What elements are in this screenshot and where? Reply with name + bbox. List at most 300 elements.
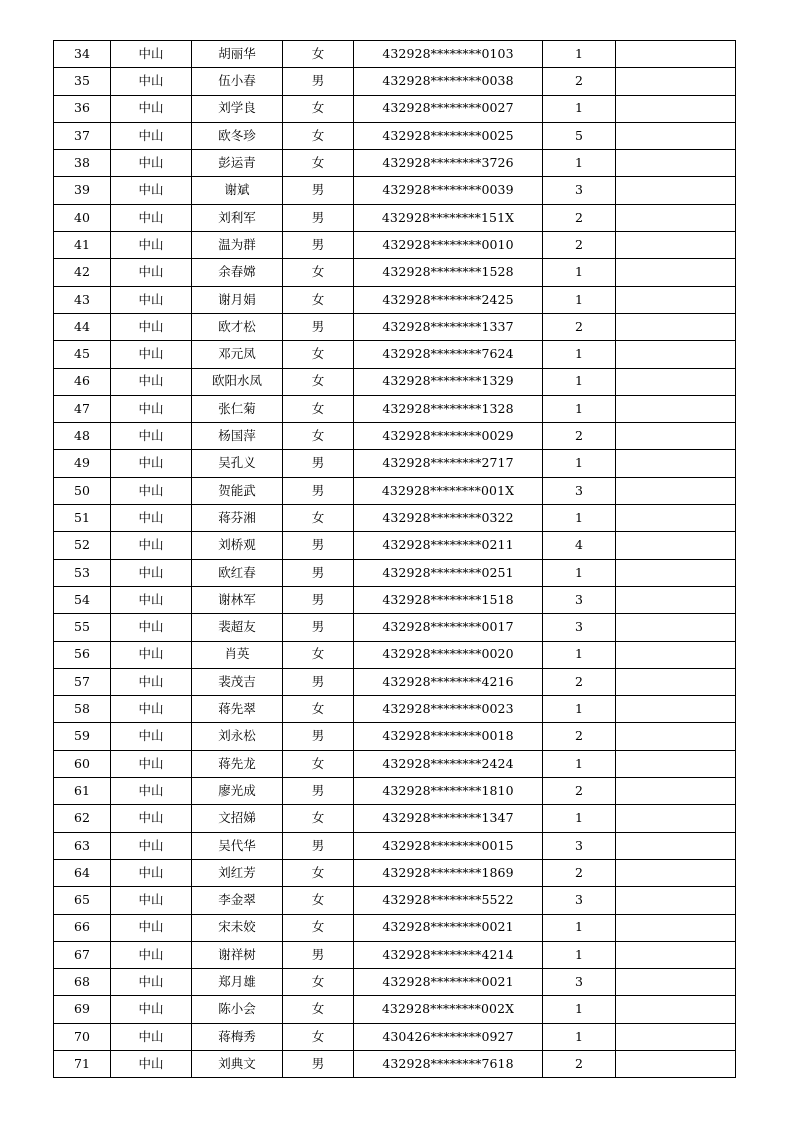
count-cell: 2 [543,778,616,805]
table-row [54,887,736,914]
row-number-cell: 56 [54,641,111,668]
note-cell [616,723,736,750]
note-cell [616,969,736,996]
sex-cell: 女 [283,368,354,395]
row-number-cell: 69 [54,996,111,1023]
sex-cell: 女 [283,341,354,368]
row-number-cell: 67 [54,941,111,968]
id-number-cell: 432928********0021 [354,914,543,941]
id-number-cell: 432928********5522 [354,887,543,914]
count-cell: 3 [543,832,616,859]
id-number-cell: 432928********2425 [354,286,543,313]
town-cell: 中山 [111,477,192,504]
town-cell: 中山 [111,204,192,231]
sex-cell: 女 [283,122,354,149]
town-cell: 中山 [111,641,192,668]
id-number-cell: 432928********1518 [354,586,543,613]
id-number-cell: 432928********7618 [354,1050,543,1077]
note-cell [616,586,736,613]
table-row [54,914,736,941]
table-row [54,614,736,641]
count-cell: 2 [543,204,616,231]
person-name-cell: 蒋先龙 [192,750,283,777]
sex-cell: 女 [283,859,354,886]
sex-cell: 女 [283,750,354,777]
count-cell: 1 [543,559,616,586]
count-cell: 1 [543,95,616,122]
note-cell [616,122,736,149]
note-cell [616,696,736,723]
sex-cell: 男 [283,232,354,259]
id-number-cell: 432928********0039 [354,177,543,204]
town-cell: 中山 [111,750,192,777]
town-cell: 中山 [111,859,192,886]
sex-cell: 男 [283,614,354,641]
count-cell: 1 [543,341,616,368]
row-number-cell: 36 [54,95,111,122]
town-cell: 中山 [111,505,192,532]
table-row [54,750,736,777]
row-number-cell: 58 [54,696,111,723]
town-cell: 中山 [111,68,192,95]
table-row [54,477,736,504]
sex-cell: 女 [283,41,354,68]
sex-cell: 女 [283,505,354,532]
table-row [54,532,736,559]
table-row [54,859,736,886]
count-cell: 2 [543,723,616,750]
sex-cell: 男 [283,177,354,204]
count-cell: 3 [543,969,616,996]
table-row [54,805,736,832]
person-name-cell: 谢斌 [192,177,283,204]
town-cell: 中山 [111,778,192,805]
id-number-cell: 432928********1347 [354,805,543,832]
id-number-cell: 432928********2717 [354,450,543,477]
person-name-cell: 温为群 [192,232,283,259]
note-cell [616,914,736,941]
row-number-cell: 60 [54,750,111,777]
note-cell [616,559,736,586]
row-number-cell: 61 [54,778,111,805]
sex-cell: 男 [283,559,354,586]
person-name-cell: 吴代华 [192,832,283,859]
person-name-cell: 郑月雄 [192,969,283,996]
sex-cell: 女 [283,969,354,996]
row-number-cell: 42 [54,259,111,286]
table-row [54,423,736,450]
town-cell: 中山 [111,368,192,395]
person-name-cell: 刘红芳 [192,859,283,886]
table-row [54,395,736,422]
note-cell [616,505,736,532]
town-cell: 中山 [111,259,192,286]
note-cell [616,887,736,914]
person-name-cell: 陈小会 [192,996,283,1023]
row-number-cell: 41 [54,232,111,259]
id-number-cell: 432928********002X [354,996,543,1023]
town-cell: 中山 [111,313,192,340]
town-cell: 中山 [111,232,192,259]
person-name-cell: 蒋先翠 [192,696,283,723]
row-number-cell: 34 [54,41,111,68]
town-cell: 中山 [111,341,192,368]
town-cell: 中山 [111,41,192,68]
sex-cell: 女 [283,259,354,286]
person-name-cell: 张仁菊 [192,395,283,422]
town-cell: 中山 [111,177,192,204]
note-cell [616,941,736,968]
sex-cell: 女 [283,395,354,422]
sex-cell: 男 [283,204,354,231]
note-cell [616,1023,736,1050]
row-number-cell: 39 [54,177,111,204]
note-cell [616,805,736,832]
table-row [54,832,736,859]
person-name-cell: 谢祥树 [192,941,283,968]
town-cell: 中山 [111,941,192,968]
sex-cell: 男 [283,477,354,504]
sex-cell: 女 [283,914,354,941]
person-name-cell: 刘典文 [192,1050,283,1077]
note-cell [616,532,736,559]
sex-cell: 女 [283,95,354,122]
note-cell [616,232,736,259]
row-number-cell: 64 [54,859,111,886]
id-number-cell: 432928********1337 [354,313,543,340]
id-number-cell: 432928********0027 [354,95,543,122]
town-cell: 中山 [111,887,192,914]
table-row [54,1050,736,1077]
town-cell: 中山 [111,1050,192,1077]
table-row [54,341,736,368]
sex-cell: 男 [283,313,354,340]
id-number-cell: 432928********0029 [354,423,543,450]
table-row [54,996,736,1023]
count-cell: 1 [543,696,616,723]
note-cell [616,204,736,231]
note-cell [616,41,736,68]
row-number-cell: 63 [54,832,111,859]
id-number-cell: 432928********0322 [354,505,543,532]
count-cell: 2 [543,313,616,340]
count-cell: 1 [543,368,616,395]
note-cell [616,177,736,204]
note-cell [616,614,736,641]
town-cell: 中山 [111,286,192,313]
row-number-cell: 59 [54,723,111,750]
sex-cell: 男 [283,778,354,805]
count-cell: 1 [543,505,616,532]
row-number-cell: 52 [54,532,111,559]
id-number-cell: 432928********0023 [354,696,543,723]
person-name-cell: 胡丽华 [192,41,283,68]
town-cell: 中山 [111,395,192,422]
person-name-cell: 裴超友 [192,614,283,641]
count-cell: 2 [543,1050,616,1077]
person-name-cell: 邓元凤 [192,341,283,368]
person-name-cell: 余春嫦 [192,259,283,286]
row-number-cell: 51 [54,505,111,532]
row-number-cell: 54 [54,586,111,613]
table-row [54,150,736,177]
id-number-cell: 432928********0018 [354,723,543,750]
person-name-cell: 蒋梅秀 [192,1023,283,1050]
count-cell: 1 [543,259,616,286]
row-number-cell: 53 [54,559,111,586]
person-name-cell: 彭运青 [192,150,283,177]
person-name-cell: 谢月娟 [192,286,283,313]
town-cell: 中山 [111,450,192,477]
person-name-cell: 伍小春 [192,68,283,95]
row-number-cell: 44 [54,313,111,340]
id-number-cell: 432928********3726 [354,150,543,177]
count-cell: 3 [543,614,616,641]
person-name-cell: 贺能武 [192,477,283,504]
table-row [54,696,736,723]
sex-cell: 女 [283,286,354,313]
count-cell: 1 [543,286,616,313]
sex-cell: 女 [283,641,354,668]
count-cell: 1 [543,450,616,477]
id-number-cell: 430426********0927 [354,1023,543,1050]
town-cell: 中山 [111,696,192,723]
table-row [54,778,736,805]
count-cell: 3 [543,477,616,504]
row-number-cell: 47 [54,395,111,422]
person-name-cell: 蒋芬湘 [192,505,283,532]
count-cell: 1 [543,750,616,777]
note-cell [616,423,736,450]
note-cell [616,150,736,177]
town-cell: 中山 [111,423,192,450]
row-number-cell: 50 [54,477,111,504]
table-row [54,204,736,231]
sex-cell: 女 [283,805,354,832]
person-name-cell: 欧冬珍 [192,122,283,149]
sex-cell: 男 [283,723,354,750]
person-name-cell: 李金翠 [192,887,283,914]
table-row [54,505,736,532]
sex-cell: 男 [283,1050,354,1077]
sex-cell: 女 [283,996,354,1023]
count-cell: 4 [543,532,616,559]
id-number-cell: 432928********4214 [354,941,543,968]
id-number-cell: 432928********1869 [354,859,543,886]
table-row [54,641,736,668]
row-number-cell: 43 [54,286,111,313]
id-number-cell: 432928********0251 [354,559,543,586]
id-number-cell: 432928********0017 [354,614,543,641]
count-cell: 1 [543,941,616,968]
id-number-cell: 432928********1810 [354,778,543,805]
table-row [54,450,736,477]
sex-cell: 女 [283,887,354,914]
table-row [54,41,736,68]
id-number-cell: 432928********0010 [354,232,543,259]
sex-cell: 女 [283,150,354,177]
table-row [54,95,736,122]
id-number-cell: 432928********2424 [354,750,543,777]
person-name-cell: 吴孔义 [192,450,283,477]
id-number-cell: 432928********1329 [354,368,543,395]
note-cell [616,750,736,777]
count-cell: 1 [543,996,616,1023]
note-cell [616,832,736,859]
town-cell: 中山 [111,559,192,586]
count-cell: 1 [543,805,616,832]
count-cell: 2 [543,232,616,259]
town-cell: 中山 [111,723,192,750]
row-number-cell: 62 [54,805,111,832]
count-cell: 1 [543,914,616,941]
count-cell: 2 [543,68,616,95]
count-cell: 2 [543,859,616,886]
row-number-cell: 46 [54,368,111,395]
note-cell [616,996,736,1023]
note-cell [616,1050,736,1077]
table-row [54,313,736,340]
table-row [54,122,736,149]
id-number-cell: 432928********0020 [354,641,543,668]
town-cell: 中山 [111,996,192,1023]
row-number-cell: 40 [54,204,111,231]
sex-cell: 男 [283,532,354,559]
note-cell [616,259,736,286]
note-cell [616,68,736,95]
note-cell [616,286,736,313]
table-row [54,941,736,968]
row-number-cell: 48 [54,423,111,450]
town-cell: 中山 [111,614,192,641]
table-row [54,368,736,395]
person-name-cell: 刘利军 [192,204,283,231]
note-cell [616,395,736,422]
note-cell [616,641,736,668]
row-number-cell: 71 [54,1050,111,1077]
count-cell: 2 [543,423,616,450]
sex-cell: 男 [283,68,354,95]
table-row [54,232,736,259]
person-name-cell: 宋未姣 [192,914,283,941]
roster-table [53,40,736,1078]
row-number-cell: 57 [54,668,111,695]
id-number-cell: 432928********7624 [354,341,543,368]
count-cell: 1 [543,395,616,422]
id-number-cell: 432928********4216 [354,668,543,695]
town-cell: 中山 [111,150,192,177]
table-row [54,668,736,695]
count-cell: 1 [543,41,616,68]
id-number-cell: 432928********001X [354,477,543,504]
note-cell [616,368,736,395]
town-cell: 中山 [111,805,192,832]
note-cell [616,341,736,368]
town-cell: 中山 [111,95,192,122]
person-name-cell: 廖光成 [192,778,283,805]
table-row [54,68,736,95]
count-cell: 3 [543,586,616,613]
id-number-cell: 432928********0015 [354,832,543,859]
sex-cell: 女 [283,696,354,723]
row-number-cell: 38 [54,150,111,177]
table-row [54,969,736,996]
person-name-cell: 刘学良 [192,95,283,122]
town-cell: 中山 [111,668,192,695]
sex-cell: 男 [283,941,354,968]
table-row [54,1023,736,1050]
person-name-cell: 谢林军 [192,586,283,613]
person-name-cell: 刘永松 [192,723,283,750]
count-cell: 5 [543,122,616,149]
sex-cell: 男 [283,832,354,859]
count-cell: 1 [543,641,616,668]
id-number-cell: 432928********0211 [354,532,543,559]
note-cell [616,313,736,340]
row-number-cell: 37 [54,122,111,149]
roster-table-body [54,41,736,1078]
row-number-cell: 68 [54,969,111,996]
sex-cell: 男 [283,668,354,695]
id-number-cell: 432928********151X [354,204,543,231]
row-number-cell: 65 [54,887,111,914]
count-cell: 1 [543,1023,616,1050]
table-row [54,586,736,613]
table-row [54,177,736,204]
table-row [54,259,736,286]
table-row [54,286,736,313]
count-cell: 1 [543,150,616,177]
note-cell [616,477,736,504]
id-number-cell: 432928********0025 [354,122,543,149]
id-number-cell: 432928********0103 [354,41,543,68]
count-cell: 3 [543,887,616,914]
note-cell [616,778,736,805]
person-name-cell: 欧阳水凤 [192,368,283,395]
sex-cell: 男 [283,586,354,613]
town-cell: 中山 [111,914,192,941]
row-number-cell: 49 [54,450,111,477]
note-cell [616,95,736,122]
town-cell: 中山 [111,832,192,859]
row-number-cell: 45 [54,341,111,368]
note-cell [616,450,736,477]
row-number-cell: 35 [54,68,111,95]
row-number-cell: 55 [54,614,111,641]
sex-cell: 男 [283,450,354,477]
id-number-cell: 432928********1328 [354,395,543,422]
person-name-cell: 欧才松 [192,313,283,340]
count-cell: 3 [543,177,616,204]
id-number-cell: 432928********1528 [354,259,543,286]
town-cell: 中山 [111,122,192,149]
row-number-cell: 70 [54,1023,111,1050]
id-number-cell: 432928********0021 [354,969,543,996]
sex-cell: 女 [283,1023,354,1050]
count-cell: 2 [543,668,616,695]
person-name-cell: 肖英 [192,641,283,668]
person-name-cell: 裴茂吉 [192,668,283,695]
table-row [54,559,736,586]
person-name-cell: 欧红春 [192,559,283,586]
person-name-cell: 刘桥观 [192,532,283,559]
id-number-cell: 432928********0038 [354,68,543,95]
town-cell: 中山 [111,1023,192,1050]
person-name-cell: 杨国萍 [192,423,283,450]
town-cell: 中山 [111,969,192,996]
sex-cell: 女 [283,423,354,450]
note-cell [616,859,736,886]
